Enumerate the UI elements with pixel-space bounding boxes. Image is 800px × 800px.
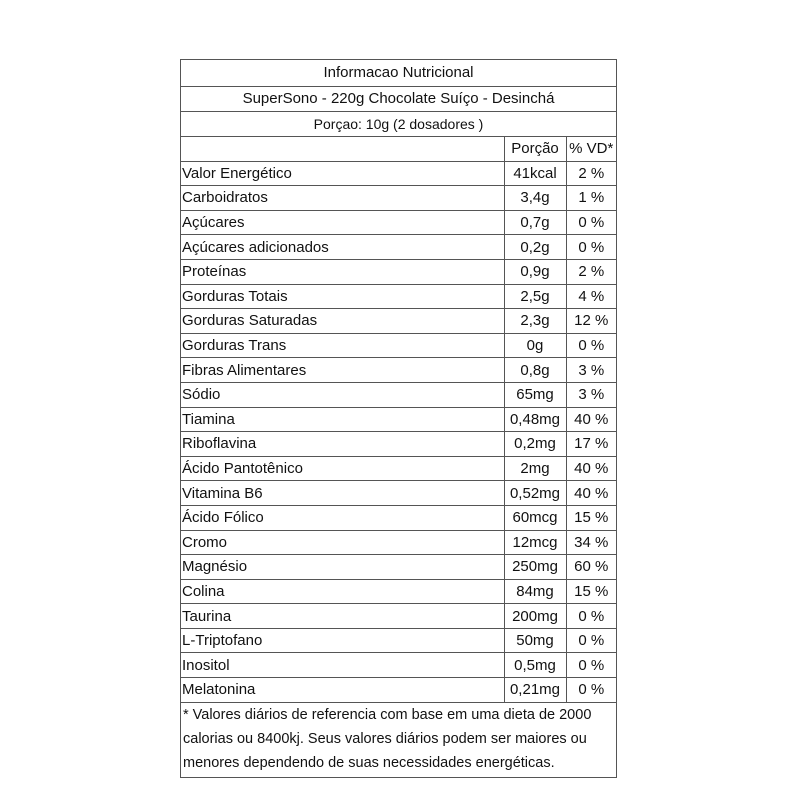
table-row xyxy=(181,579,616,604)
nutrient-name: Taurina xyxy=(181,604,504,629)
table-row xyxy=(181,309,616,334)
table-row xyxy=(181,678,616,703)
table-header-row xyxy=(181,137,616,161)
nutrient-name: Gorduras Trans xyxy=(181,333,504,358)
nutrient-name: Tiamina xyxy=(181,407,504,432)
nutrient-portion: 0g xyxy=(504,333,566,358)
nutrient-table xyxy=(181,137,616,703)
nutrient-portion: 0,5mg xyxy=(504,653,566,678)
header-nutrient xyxy=(181,137,504,161)
nutrient-portion: 84mg xyxy=(504,579,566,604)
nutrient-vd: 15 % xyxy=(566,579,616,604)
nutrient-portion: 0,21mg xyxy=(504,678,566,703)
nutrient-portion: 12mcg xyxy=(504,530,566,555)
nutrient-portion: 0,48mg xyxy=(504,407,566,432)
table-row xyxy=(181,382,616,407)
nutrient-portion: 0,2mg xyxy=(504,432,566,457)
nutrient-vd: 1 % xyxy=(566,186,616,211)
nutrient-vd: 40 % xyxy=(566,481,616,506)
nutrient-vd: 2 % xyxy=(566,259,616,284)
nutrient-name: Proteínas xyxy=(181,259,504,284)
nutrient-vd: 0 % xyxy=(566,210,616,235)
nutrient-vd: 0 % xyxy=(566,235,616,260)
table-row xyxy=(181,235,616,260)
header-vd: % VD* xyxy=(566,137,616,161)
nutrient-name: Ácido Pantotênico xyxy=(181,456,504,481)
nutrient-portion: 2mg xyxy=(504,456,566,481)
nutrient-vd: 4 % xyxy=(566,284,616,309)
nutrient-name: Carboidratos xyxy=(181,186,504,211)
table-row xyxy=(181,284,616,309)
nutrient-portion: 250mg xyxy=(504,555,566,580)
label-title: Informacao Nutricional xyxy=(181,60,616,87)
nutrient-vd: 34 % xyxy=(566,530,616,555)
table-row xyxy=(181,505,616,530)
nutrient-name: Ácido Fólico xyxy=(181,505,504,530)
footnote xyxy=(181,703,616,777)
footnote-line: menores dependendo de suas necessidades energéticas. xyxy=(183,754,555,771)
nutrient-vd: 60 % xyxy=(566,555,616,580)
nutrient-portion: 0,8g xyxy=(504,358,566,383)
table-row xyxy=(181,530,616,555)
table-row xyxy=(181,555,616,580)
nutrient-name: Açúcares adicionados xyxy=(181,235,504,260)
nutrient-portion: 200mg xyxy=(504,604,566,629)
nutrient-name: Valor Energético xyxy=(181,161,504,186)
nutrient-name: Melatonina xyxy=(181,678,504,703)
table-row xyxy=(181,432,616,457)
nutrient-portion: 2,3g xyxy=(504,309,566,334)
nutrient-vd: 40 % xyxy=(566,456,616,481)
nutrient-vd: 2 % xyxy=(566,161,616,186)
nutrient-vd: 0 % xyxy=(566,333,616,358)
table-row xyxy=(181,456,616,481)
nutrient-portion: 2,5g xyxy=(504,284,566,309)
table-row xyxy=(181,358,616,383)
table-row xyxy=(181,186,616,211)
table-row xyxy=(181,333,616,358)
table-row xyxy=(181,604,616,629)
nutrient-name: Sódio xyxy=(181,382,504,407)
nutrient-portion: 41kcal xyxy=(504,161,566,186)
nutrient-vd: 3 % xyxy=(566,382,616,407)
nutrient-name: Gorduras Saturadas xyxy=(181,309,504,334)
nutrient-name: Riboflavina xyxy=(181,432,504,457)
table-row xyxy=(181,628,616,653)
nutrient-vd: 0 % xyxy=(566,604,616,629)
nutrient-vd: 40 % xyxy=(566,407,616,432)
nutrient-name: Fibras Alimentares xyxy=(181,358,504,383)
nutrition-facts-label xyxy=(180,59,617,778)
nutrient-name: Cromo xyxy=(181,530,504,555)
nutrient-portion: 60mcg xyxy=(504,505,566,530)
header-portion: Porção xyxy=(504,137,566,161)
nutrient-portion: 0,2g xyxy=(504,235,566,260)
nutrient-name: Vitamina B6 xyxy=(181,481,504,506)
nutrient-name: Açúcares xyxy=(181,210,504,235)
table-row xyxy=(181,653,616,678)
nutrient-name: L-Triptofano xyxy=(181,628,504,653)
nutrient-name: Inositol xyxy=(181,653,504,678)
nutrient-portion: 65mg xyxy=(504,382,566,407)
nutrient-name: Magnésio xyxy=(181,555,504,580)
nutrient-vd: 3 % xyxy=(566,358,616,383)
table-row xyxy=(181,407,616,432)
nutrient-portion: 0,52mg xyxy=(504,481,566,506)
serving-size: Porçao: 10g (2 dosadores ) xyxy=(181,112,616,137)
nutrient-vd: 0 % xyxy=(566,653,616,678)
nutrient-portion: 0,9g xyxy=(504,259,566,284)
table-row xyxy=(181,210,616,235)
nutrient-portion: 0,7g xyxy=(504,210,566,235)
table-row xyxy=(181,259,616,284)
nutrient-name: Colina xyxy=(181,579,504,604)
product-name: SuperSono - 220g Chocolate Suíço - Desinchá xyxy=(181,87,616,112)
table-row xyxy=(181,481,616,506)
nutrient-vd: 15 % xyxy=(566,505,616,530)
nutrient-portion: 50mg xyxy=(504,628,566,653)
nutrient-portion: 3,4g xyxy=(504,186,566,211)
nutrient-vd: 0 % xyxy=(566,628,616,653)
nutrient-vd: 12 % xyxy=(566,309,616,334)
nutrient-vd: 17 % xyxy=(566,432,616,457)
nutrient-name: Gorduras Totais xyxy=(181,284,504,309)
footnote-line: * Valores diários de referencia com base em uma dieta de 2000 xyxy=(183,706,592,723)
footnote-line: calorias ou 8400kj. Seus valores diários podem ser maiores ou xyxy=(183,730,587,747)
table-row xyxy=(181,161,616,186)
nutrient-vd: 0 % xyxy=(566,678,616,703)
